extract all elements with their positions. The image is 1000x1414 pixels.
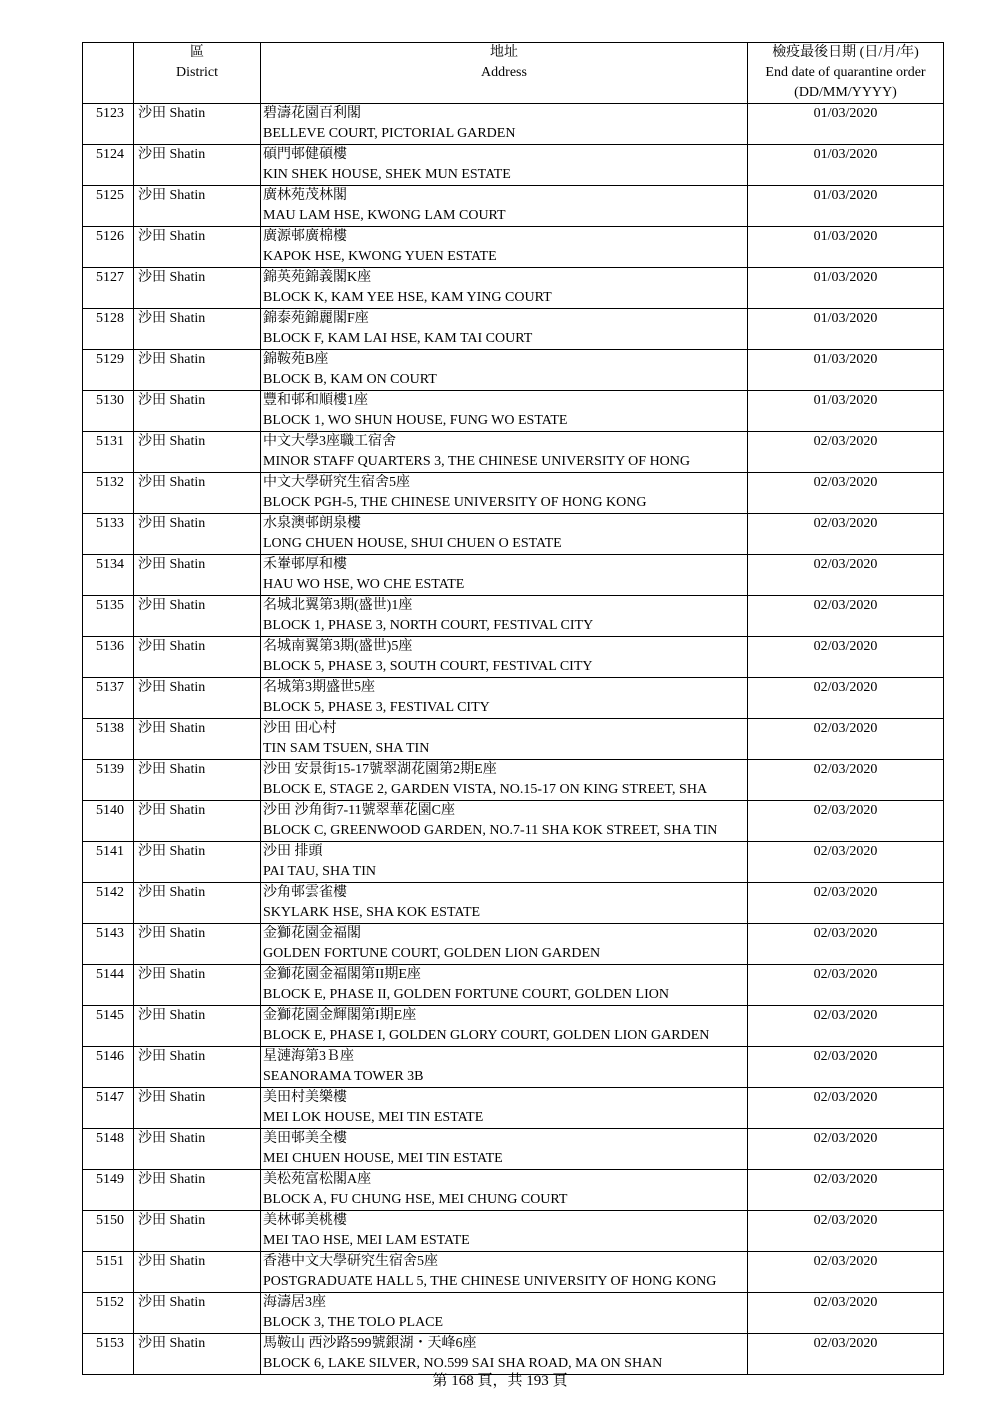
row-address	[261, 596, 748, 637]
row-number: 5147	[83, 1088, 134, 1129]
table-row	[83, 1088, 944, 1129]
row-address-zh: 馬鞍山 西沙路599號銀湖・天峰6座	[263, 1336, 477, 1351]
row-district: 沙田 Shatin	[134, 473, 261, 514]
row-quarantine-end-date: 02/03/2020	[748, 719, 944, 760]
row-address	[261, 1006, 748, 1047]
row-district: 沙田 Shatin	[134, 1129, 261, 1170]
row-district: 沙田 Shatin	[134, 1252, 261, 1293]
row-address-en: BLOCK 3, THE TOLO PLACE	[263, 1315, 444, 1330]
row-address-en: BELLEVE COURT, PICTORIAL GARDEN	[263, 126, 516, 141]
table-row	[83, 350, 944, 391]
row-address-en: BLOCK B, KAM ON COURT	[263, 372, 437, 387]
row-address-en: PAI TAU, SHA TIN	[263, 864, 376, 879]
table-row	[83, 1047, 944, 1088]
header-district-zh: 區	[190, 45, 204, 60]
row-address	[261, 965, 748, 1006]
row-district: 沙田 Shatin	[134, 227, 261, 268]
header-address-en: Address	[481, 65, 527, 80]
row-number: 5142	[83, 883, 134, 924]
table-row	[83, 1211, 944, 1252]
row-address-zh: 水泉澳邨朗泉樓	[263, 516, 361, 531]
row-address-en: MEI LOK HOUSE, MEI TIN ESTATE	[263, 1110, 484, 1125]
row-number: 5124	[83, 145, 134, 186]
header-date-en: End date of quarantine order	[765, 65, 926, 80]
table-row	[83, 1170, 944, 1211]
row-district: 沙田 Shatin	[134, 965, 261, 1006]
row-address-zh: 星漣海第3Ｂ座	[263, 1049, 354, 1064]
row-number: 5135	[83, 596, 134, 637]
table-row	[83, 883, 944, 924]
row-quarantine-end-date: 02/03/2020	[748, 473, 944, 514]
row-address-zh: 廣林苑茂林閣	[263, 188, 347, 203]
row-address-en: BLOCK 5, PHASE 3, FESTIVAL CITY	[263, 700, 490, 715]
row-address-en: KAPOK HSE, KWONG YUEN ESTATE	[263, 249, 497, 264]
row-number: 5143	[83, 924, 134, 965]
row-address-en: BLOCK A, FU CHUNG HSE, MEI CHUNG COURT	[263, 1192, 568, 1207]
table-row	[83, 1006, 944, 1047]
row-address	[261, 186, 748, 227]
row-address-en: BLOCK C, GREENWOOD GARDEN, NO.7-11 SHA KOK STREET, SHA TIN	[263, 823, 718, 838]
row-quarantine-end-date: 02/03/2020	[748, 555, 944, 596]
row-quarantine-end-date: 02/03/2020	[748, 1088, 944, 1129]
table-row	[83, 760, 944, 801]
row-quarantine-end-date: 02/03/2020	[748, 1252, 944, 1293]
row-address	[261, 719, 748, 760]
row-number: 5153	[83, 1334, 134, 1375]
row-address	[261, 268, 748, 309]
row-address-zh: 中文大學3座職工宿舍	[263, 434, 396, 449]
row-address-en: MAU LAM HSE, KWONG LAM COURT	[263, 208, 506, 223]
quarantine-table	[82, 42, 944, 1375]
row-district: 沙田 Shatin	[134, 309, 261, 350]
table-row	[83, 104, 944, 145]
row-district: 沙田 Shatin	[134, 1088, 261, 1129]
row-number: 5130	[83, 391, 134, 432]
row-address-zh: 名城南翼第3期(盛世)5座	[263, 639, 413, 654]
row-quarantine-end-date: 01/03/2020	[748, 350, 944, 391]
page-footer: 第 168 頁，共 193 頁	[432, 1373, 568, 1389]
table-row	[83, 965, 944, 1006]
row-address-en: MEI CHUEN HOUSE, MEI TIN ESTATE	[263, 1151, 503, 1166]
row-number: 5138	[83, 719, 134, 760]
table-row	[83, 1293, 944, 1334]
row-number: 5139	[83, 760, 134, 801]
row-address-zh: 錦鞍苑B座	[263, 352, 329, 367]
row-district: 沙田 Shatin	[134, 801, 261, 842]
table-row	[83, 1129, 944, 1170]
row-quarantine-end-date: 02/03/2020	[748, 1047, 944, 1088]
row-quarantine-end-date: 02/03/2020	[748, 1334, 944, 1375]
row-address-zh: 豐和邨和順樓1座	[263, 393, 368, 408]
row-district: 沙田 Shatin	[134, 432, 261, 473]
row-quarantine-end-date: 01/03/2020	[748, 227, 944, 268]
row-number: 5137	[83, 678, 134, 719]
row-quarantine-end-date: 02/03/2020	[748, 1211, 944, 1252]
row-address-zh: 錦英苑錦義閣K座	[263, 270, 372, 285]
table-row	[83, 186, 944, 227]
row-quarantine-end-date: 02/03/2020	[748, 760, 944, 801]
row-number: 5146	[83, 1047, 134, 1088]
row-number: 5151	[83, 1252, 134, 1293]
row-address-zh: 碩門邨健碩樓	[263, 147, 347, 162]
row-address	[261, 1047, 748, 1088]
row-address-zh: 錦泰苑錦麗閣F座	[263, 311, 369, 326]
row-number: 5125	[83, 186, 134, 227]
row-district: 沙田 Shatin	[134, 514, 261, 555]
table-row	[83, 596, 944, 637]
row-number: 5145	[83, 1006, 134, 1047]
row-address	[261, 883, 748, 924]
row-quarantine-end-date: 02/03/2020	[748, 1129, 944, 1170]
row-address	[261, 104, 748, 145]
row-district: 沙田 Shatin	[134, 760, 261, 801]
row-address-zh: 中文大學研究生宿舍5座	[263, 475, 410, 490]
row-quarantine-end-date: 02/03/2020	[748, 637, 944, 678]
header-date-zh: 檢疫最後日期 (日/月/年)	[772, 45, 919, 60]
row-quarantine-end-date: 02/03/2020	[748, 678, 944, 719]
table-row	[83, 391, 944, 432]
row-district: 沙田 Shatin	[134, 719, 261, 760]
table-row	[83, 145, 944, 186]
row-quarantine-end-date: 01/03/2020	[748, 391, 944, 432]
table-header	[83, 43, 944, 104]
row-address-en: LONG CHUEN HOUSE, SHUI CHUEN O ESTATE	[263, 536, 562, 551]
header-number	[83, 43, 134, 104]
row-address	[261, 760, 748, 801]
row-address-en: BLOCK E, PHASE II, GOLDEN FORTUNE COURT, GOLDEN LION	[263, 987, 669, 1002]
row-number: 5123	[83, 104, 134, 145]
row-address	[261, 678, 748, 719]
row-address	[261, 1211, 748, 1252]
table-row	[83, 309, 944, 350]
row-district: 沙田 Shatin	[134, 842, 261, 883]
row-district: 沙田 Shatin	[134, 1047, 261, 1088]
table-row	[83, 1252, 944, 1293]
table-row	[83, 227, 944, 268]
row-district: 沙田 Shatin	[134, 104, 261, 145]
row-address-en: MINOR STAFF QUARTERS 3, THE CHINESE UNIVERSITY OF HONG	[263, 454, 691, 469]
row-address-zh: 美田村美樂樓	[263, 1090, 347, 1105]
row-address	[261, 514, 748, 555]
row-quarantine-end-date: 02/03/2020	[748, 965, 944, 1006]
row-address-zh: 金獅花園金輝閣第I期E座	[263, 1008, 417, 1023]
row-address	[261, 842, 748, 883]
row-address-en: HAU WO HSE, WO CHE ESTATE	[263, 577, 465, 592]
row-address-zh: 名城第3期盛世5座	[263, 680, 375, 695]
row-address-en: BLOCK F, KAM LAI HSE, KAM TAI COURT	[263, 331, 533, 346]
row-number: 5133	[83, 514, 134, 555]
row-address-en: BLOCK E, STAGE 2, GARDEN VISTA, NO.15-17 ON KING STREET, SHA	[263, 782, 708, 797]
row-address-en: GOLDEN FORTUNE COURT, GOLDEN LION GARDEN	[263, 946, 601, 961]
header-address	[261, 43, 748, 104]
row-address	[261, 1088, 748, 1129]
header-date	[748, 43, 944, 104]
row-address-zh: 碧濤花園百利閣	[263, 106, 361, 121]
header-date-format: (DD/MM/YYYY)	[794, 85, 897, 100]
table-row	[83, 473, 944, 514]
table-row	[83, 268, 944, 309]
row-address	[261, 1129, 748, 1170]
row-address-en: BLOCK 5, PHASE 3, SOUTH COURT, FESTIVAL CITY	[263, 659, 593, 674]
row-number: 5136	[83, 637, 134, 678]
row-number: 5129	[83, 350, 134, 391]
header-district-en: District	[176, 65, 218, 80]
row-number: 5141	[83, 842, 134, 883]
row-address-en: TIN SAM TSUEN, SHA TIN	[263, 741, 430, 756]
header-district	[134, 43, 261, 104]
row-address-zh: 金獅花園金福閣第II期E座	[263, 967, 421, 982]
row-address	[261, 145, 748, 186]
row-address-zh: 沙田 沙角街7-11號翠華花園C座	[263, 803, 455, 818]
row-address	[261, 350, 748, 391]
row-address-en: BLOCK E, PHASE I, GOLDEN GLORY COURT, GOLDEN LION GARDEN	[263, 1028, 710, 1043]
row-address-en: SEANORAMA TOWER 3B	[263, 1069, 424, 1084]
row-address	[261, 801, 748, 842]
row-address-en: BLOCK 1, WO SHUN HOUSE, FUNG WO ESTATE	[263, 413, 568, 428]
table-row	[83, 432, 944, 473]
row-address-zh: 沙田 安景街15-17號翠湖花園第2期E座	[263, 762, 497, 777]
row-number: 5128	[83, 309, 134, 350]
row-number: 5127	[83, 268, 134, 309]
row-address-en: MEI TAO HSE, MEI LAM ESTATE	[263, 1233, 470, 1248]
row-address	[261, 227, 748, 268]
table-row	[83, 719, 944, 760]
row-quarantine-end-date: 02/03/2020	[748, 1006, 944, 1047]
table-row	[83, 678, 944, 719]
row-quarantine-end-date: 02/03/2020	[748, 514, 944, 555]
row-address-zh: 廣源邨廣棉樓	[263, 229, 347, 244]
table-row	[83, 842, 944, 883]
row-number: 5132	[83, 473, 134, 514]
table-row	[83, 924, 944, 965]
row-address	[261, 924, 748, 965]
row-address-en: BLOCK 1, PHASE 3, NORTH COURT, FESTIVAL CITY	[263, 618, 594, 633]
row-address	[261, 309, 748, 350]
row-quarantine-end-date: 02/03/2020	[748, 883, 944, 924]
row-address-en: POSTGRADUATE HALL 5, THE CHINESE UNIVERSITY OF HONG KONG	[263, 1274, 717, 1289]
row-quarantine-end-date: 01/03/2020	[748, 186, 944, 227]
row-address-zh: 禾輋邨厚和樓	[263, 557, 347, 572]
row-quarantine-end-date: 02/03/2020	[748, 801, 944, 842]
row-address	[261, 1252, 748, 1293]
table-row	[83, 801, 944, 842]
row-address-zh: 名城北翼第3期(盛世)1座	[263, 598, 413, 613]
row-quarantine-end-date: 02/03/2020	[748, 842, 944, 883]
row-address-en: SKYLARK HSE, SHA KOK ESTATE	[263, 905, 481, 920]
row-district: 沙田 Shatin	[134, 1334, 261, 1375]
row-address	[261, 1170, 748, 1211]
row-address	[261, 555, 748, 596]
row-number: 5131	[83, 432, 134, 473]
row-address-zh: 海濤居3座	[263, 1295, 326, 1310]
row-district: 沙田 Shatin	[134, 596, 261, 637]
row-quarantine-end-date: 02/03/2020	[748, 596, 944, 637]
header-address-zh: 地址	[490, 45, 518, 60]
row-district: 沙田 Shatin	[134, 678, 261, 719]
row-district: 沙田 Shatin	[134, 145, 261, 186]
row-quarantine-end-date: 01/03/2020	[748, 104, 944, 145]
table-row	[83, 637, 944, 678]
row-quarantine-end-date: 02/03/2020	[748, 432, 944, 473]
row-district: 沙田 Shatin	[134, 391, 261, 432]
row-quarantine-end-date: 01/03/2020	[748, 268, 944, 309]
row-address-en: BLOCK K, KAM YEE HSE, KAM YING COURT	[263, 290, 552, 305]
row-number: 5150	[83, 1211, 134, 1252]
row-address	[261, 432, 748, 473]
row-district: 沙田 Shatin	[134, 268, 261, 309]
row-district: 沙田 Shatin	[134, 1211, 261, 1252]
row-address	[261, 637, 748, 678]
row-district: 沙田 Shatin	[134, 186, 261, 227]
row-quarantine-end-date: 01/03/2020	[748, 309, 944, 350]
row-address	[261, 473, 748, 514]
row-quarantine-end-date: 01/03/2020	[748, 145, 944, 186]
table-row	[83, 555, 944, 596]
row-address-zh: 沙角邨雲雀樓	[263, 885, 347, 900]
row-number: 5149	[83, 1170, 134, 1211]
row-address	[261, 391, 748, 432]
row-district: 沙田 Shatin	[134, 1006, 261, 1047]
row-quarantine-end-date: 02/03/2020	[748, 1170, 944, 1211]
row-district: 沙田 Shatin	[134, 350, 261, 391]
table-row	[83, 514, 944, 555]
row-address	[261, 1293, 748, 1334]
row-address-zh: 美田邨美全樓	[263, 1131, 347, 1146]
row-district: 沙田 Shatin	[134, 924, 261, 965]
row-district: 沙田 Shatin	[134, 1293, 261, 1334]
row-number: 5140	[83, 801, 134, 842]
row-address-zh: 沙田 排頭	[263, 844, 323, 859]
row-district: 沙田 Shatin	[134, 637, 261, 678]
row-address-zh: 金獅花園金福閣	[263, 926, 361, 941]
row-district: 沙田 Shatin	[134, 1170, 261, 1211]
row-number: 5152	[83, 1293, 134, 1334]
row-address-zh: 香港中文大學研究生宿舍5座	[263, 1254, 438, 1269]
row-address-zh: 美松苑富松閣A座	[263, 1172, 372, 1187]
row-address-en: KIN SHEK HOUSE, SHEK MUN ESTATE	[263, 167, 511, 182]
row-address-zh: 美林邨美桃樓	[263, 1213, 347, 1228]
row-address-zh: 沙田 田心村	[263, 721, 337, 736]
row-address-en: BLOCK PGH-5, THE CHINESE UNIVERSITY OF HONG KONG	[263, 495, 647, 510]
row-quarantine-end-date: 02/03/2020	[748, 924, 944, 965]
row-district: 沙田 Shatin	[134, 555, 261, 596]
row-number: 5144	[83, 965, 134, 1006]
row-address-en: BLOCK 6, LAKE SILVER, NO.599 SAI SHA ROAD, MA ON SHAN	[263, 1356, 663, 1371]
row-quarantine-end-date: 02/03/2020	[748, 1293, 944, 1334]
row-district: 沙田 Shatin	[134, 883, 261, 924]
row-number: 5148	[83, 1129, 134, 1170]
row-number: 5126	[83, 227, 134, 268]
row-number: 5134	[83, 555, 134, 596]
